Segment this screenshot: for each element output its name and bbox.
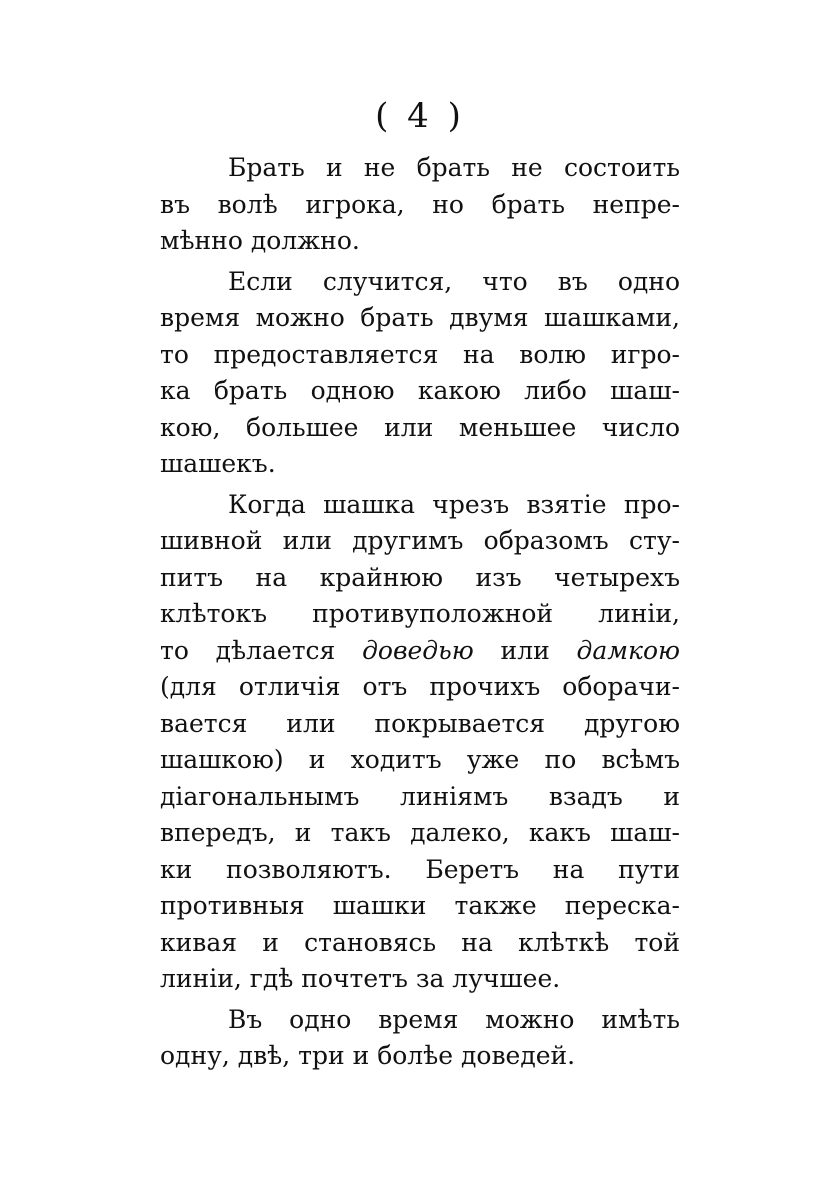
text-line: вается или покрывается другою: [160, 708, 680, 738]
text-line: шашкою) и ходитъ уже по всѣмъ: [160, 745, 680, 774]
text-line: Брать и не брать не состоить: [228, 153, 680, 182]
text-segment: или: [500, 635, 550, 665]
text-line: одну, двѣ, три и болѣе доведей.: [160, 1041, 576, 1070]
text-line: время можно брать двумя шашками,: [160, 303, 680, 332]
text-segment: то дѣлается: [160, 635, 336, 665]
text-line: (для отличія отъ прочихъ оборачи-: [160, 672, 680, 701]
text-line-with-italics: [160, 633, 680, 670]
text-line: то предоставляется на волю игро-: [160, 339, 680, 369]
text-line: линіи, гдѣ почтетъ за лучшее.: [160, 964, 561, 993]
text-line: питъ на крайнюю изъ четырехъ: [160, 562, 680, 592]
text-line: кивая и становясь на клѣткѣ той: [160, 927, 680, 957]
text-line: кою, большее или меньшее число: [160, 412, 680, 442]
paragraph-3: [160, 487, 680, 998]
text-line: діагональнымъ линіямъ взадъ и: [160, 781, 680, 811]
text-line: шашекъ.: [160, 449, 276, 478]
text-line: ки позволяютъ. Беретъ на пути: [160, 854, 680, 884]
italic-term: доведью: [362, 635, 474, 665]
text-line: ка брать одною какою либо шаш-: [160, 376, 680, 405]
text-line: мѣнно должно.: [160, 226, 360, 255]
paragraph-2: [160, 264, 680, 483]
text-line: Въ одно время можно имѣть: [228, 1004, 680, 1034]
paragraph-4: [160, 1002, 680, 1075]
page-text: [160, 150, 680, 1075]
text-line: впередъ, и такъ далеко, какъ шаш-: [160, 818, 680, 847]
text-line: шивной или другимъ образомъ сту-: [160, 526, 680, 555]
italic-term: дамкою: [576, 635, 680, 665]
text-line: противныя шашки также переска-: [160, 891, 680, 920]
text-line: Если случится, что въ одно: [228, 266, 680, 296]
page-number: ( 4 ): [375, 96, 465, 136]
paragraph-1: [160, 150, 680, 260]
text-line: въ волѣ игрока, но брать непре-: [160, 189, 680, 219]
text-line: клѣтокъ противуположной линіи,: [160, 599, 680, 628]
text-line: Когда шашка чрезъ взятіе про-: [228, 489, 680, 519]
